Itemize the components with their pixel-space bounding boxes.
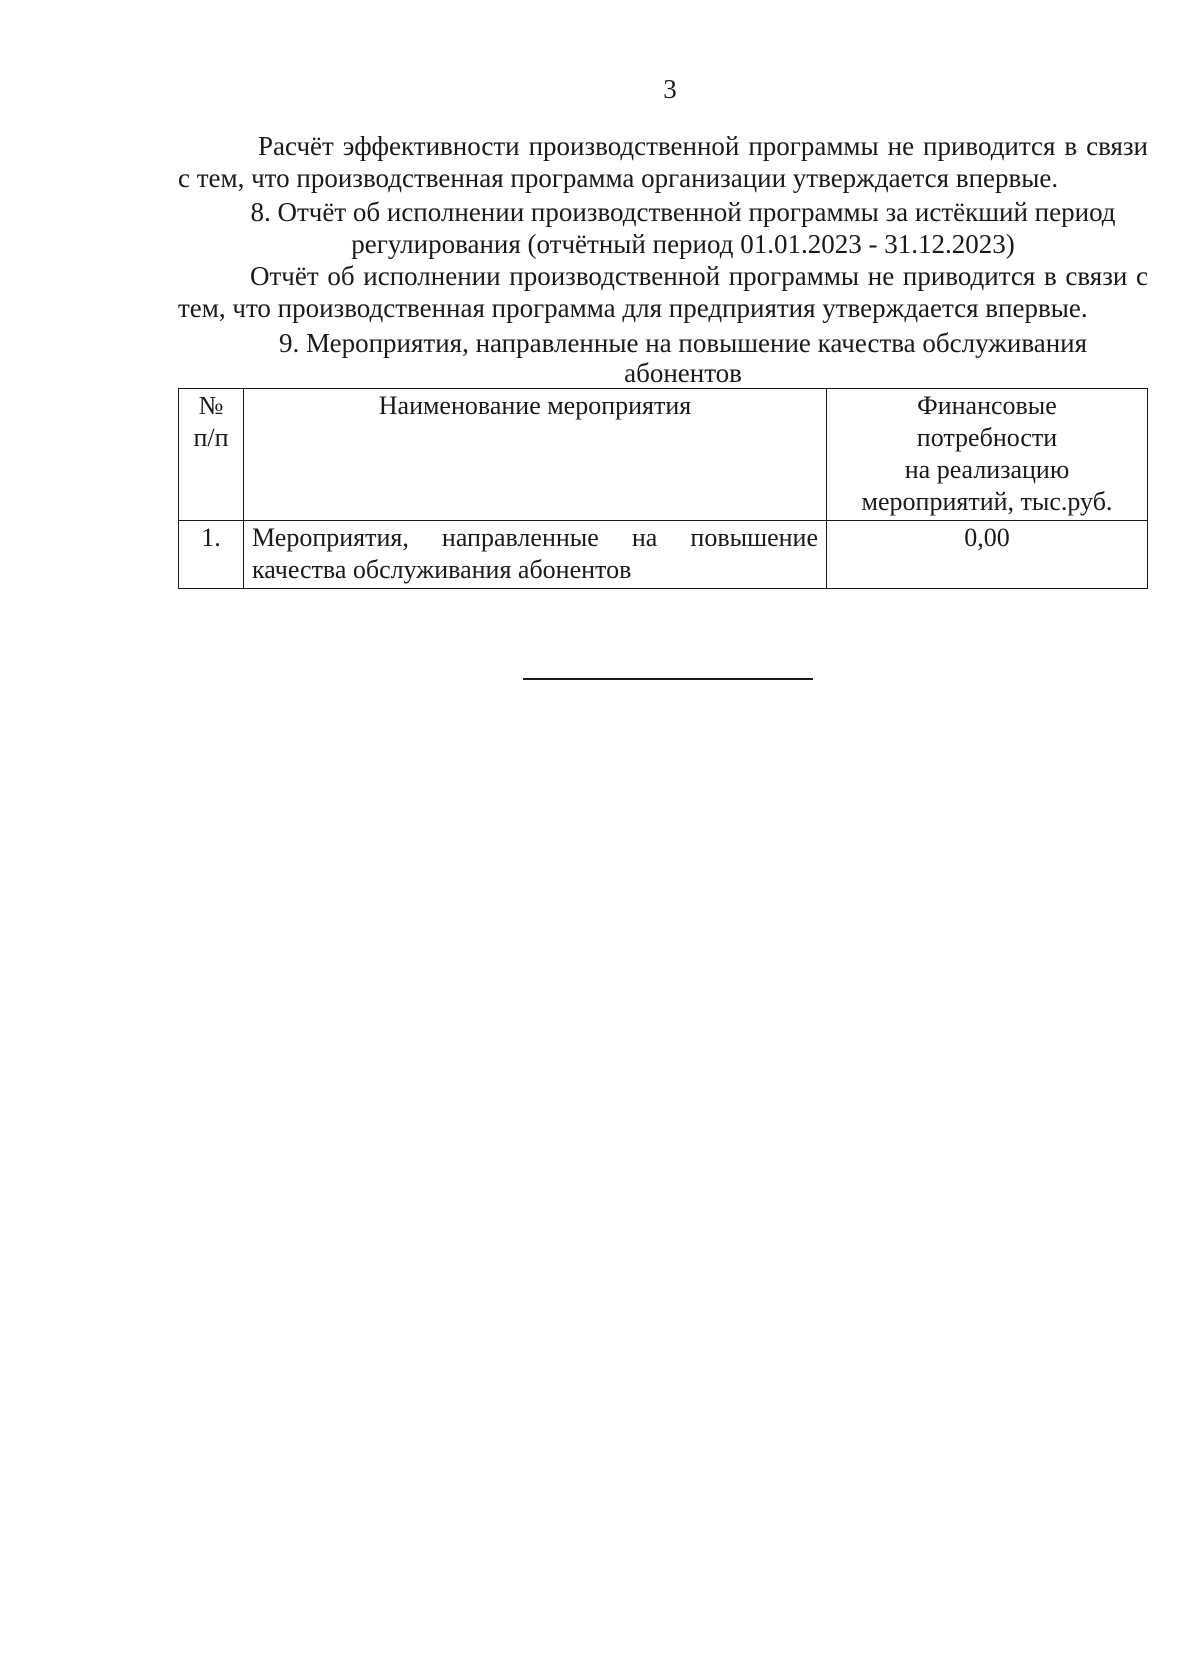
- row-number: 1.: [179, 521, 244, 589]
- section-9-heading-line-1: 9. Мероприятия, направленные на повышение качества обслуживания: [278, 328, 1088, 358]
- section-9-heading-line-2: абонентов: [624, 358, 742, 388]
- header-number-line-2: п/п: [193, 423, 229, 452]
- activities-table: [178, 388, 1148, 589]
- report-paragraph: Отчёт об исполнении производственной программы не приводится в связи с тем, что производственная программа для предприятия утверждается впервые.: [178, 261, 1148, 323]
- end-of-document-rule: [523, 678, 813, 680]
- table-row: [179, 521, 1148, 589]
- efficiency-paragraph: Расчёт эффективности производственной программы не приводится в связи с тем, что производственная программа организации утверждается впервые.: [178, 131, 1148, 193]
- header-financial-line-4: мероприятий, тыс.руб.: [861, 487, 1113, 516]
- table-header-row: [179, 389, 1148, 521]
- row-activity-name: Мероприятия, направленные на повышение качества обслуживания абонентов: [244, 521, 827, 589]
- header-number-line-1: №: [198, 391, 224, 420]
- header-number: [179, 389, 244, 521]
- section-8-heading: [178, 196, 1148, 260]
- header-activity-name: Наименование мероприятия: [244, 389, 827, 521]
- section-8-heading-line-2: регулирования (отчётный период 01.01.2023 - 31.12.2023): [351, 229, 1015, 259]
- row-cost: 0,00: [827, 521, 1148, 589]
- header-financial-needs: [827, 389, 1148, 521]
- page-content: [178, 130, 1148, 589]
- page-number: 3: [663, 74, 677, 104]
- header-financial-line-1: Финансовые: [917, 391, 1057, 420]
- header-financial-line-3: на реализацию: [904, 455, 1070, 484]
- section-9-heading: [178, 328, 1148, 388]
- section-8-heading-line-1: 8. Отчёт об исполнении производственной программы за истёкший период: [250, 197, 1116, 227]
- header-financial-line-2: потребности: [916, 423, 1058, 452]
